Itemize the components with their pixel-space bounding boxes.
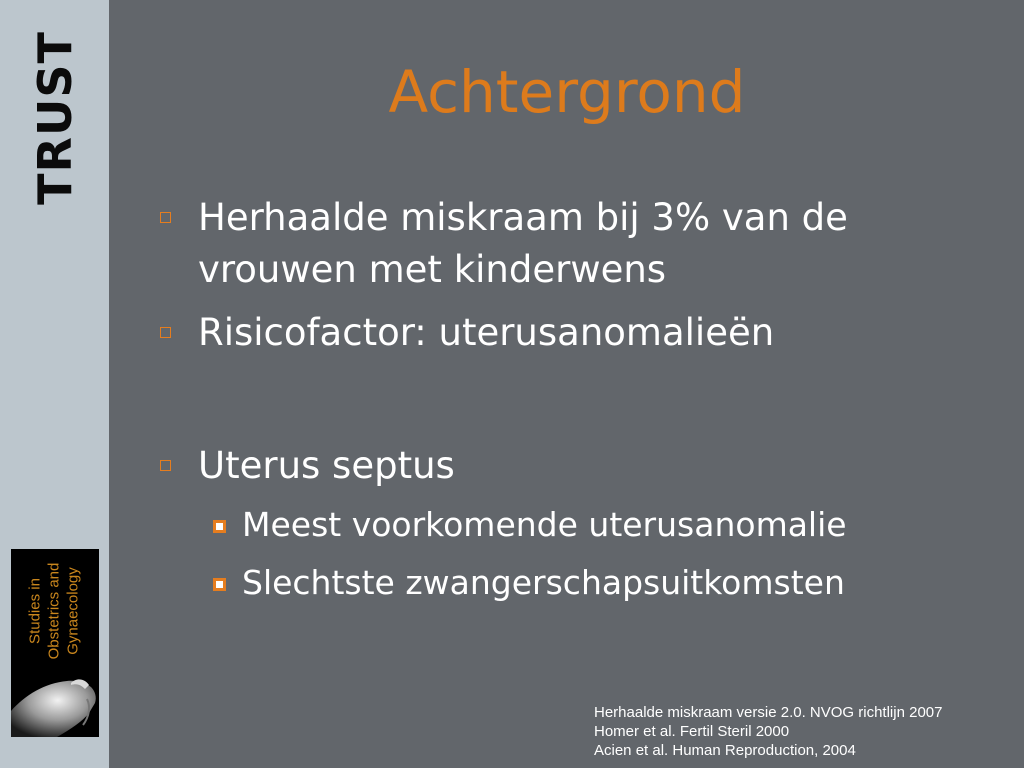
- logo: [11, 549, 99, 737]
- sub-bullet-text: Meest voorkomende uterusanomalie: [242, 505, 847, 544]
- sub-bullet-text: Slechtste zwangerschapsuitkomsten: [242, 563, 845, 602]
- logo-line: Studies in: [26, 578, 44, 644]
- bullet-text: Risicofactor: uterusanomalieën: [198, 311, 775, 354]
- reference-line: Acien et al. Human Reproduction, 2004: [594, 742, 856, 759]
- bullet-text: Uterus septus: [198, 444, 455, 487]
- sidebar-title: TRUST: [28, 31, 82, 205]
- logo-text: [26, 563, 83, 660]
- bullet-square-icon: [160, 327, 171, 338]
- bullet-square-icon: [160, 212, 171, 223]
- slide-title: Achtergrond: [388, 58, 746, 126]
- sub-bullet-square-icon: [213, 578, 226, 591]
- reference-line: Herhaalde miskraam versie 2.0. NVOG richtlijn 2007: [594, 704, 943, 721]
- bullet-text: Herhaalde miskraam bij 3% van de: [198, 196, 848, 239]
- bullet-square-icon: [160, 460, 171, 471]
- logo-line: Obstetrics and: [45, 562, 63, 660]
- reference-line: Homer et al. Fertil Steril 2000: [594, 723, 790, 740]
- bullet-text-continued: vrouwen met kinderwens: [198, 248, 667, 291]
- sidebar: [0, 0, 109, 768]
- logo-line: Gynaecology: [64, 567, 82, 655]
- sub-bullet-square-icon: [213, 520, 226, 533]
- references: [594, 703, 942, 760]
